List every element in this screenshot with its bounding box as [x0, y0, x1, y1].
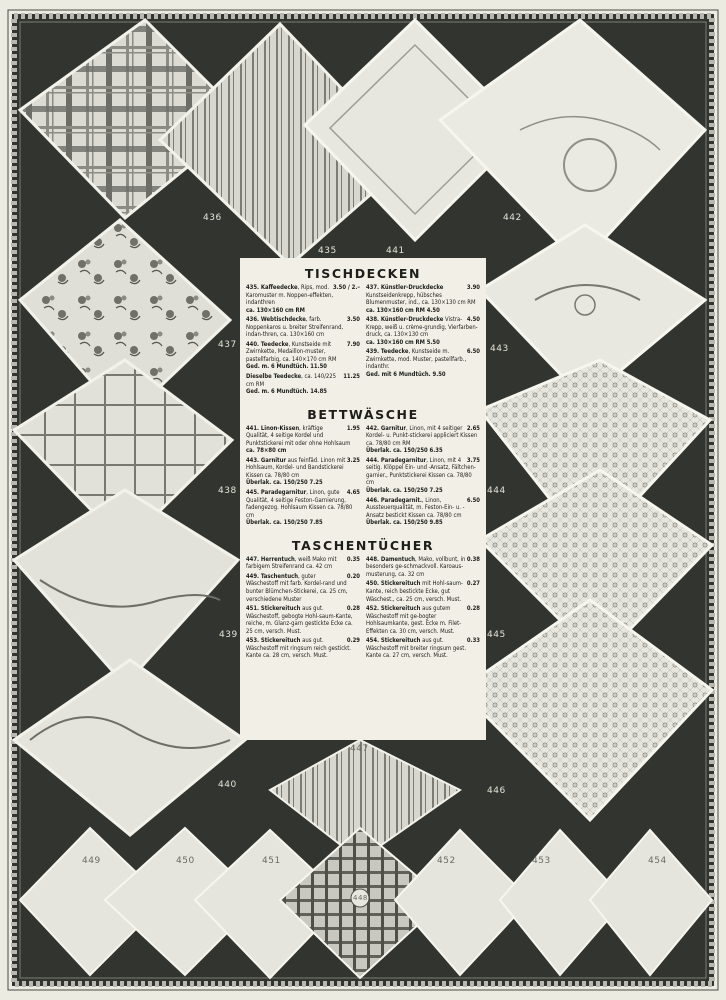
item-number-449: 449 [82, 856, 101, 866]
product-name: 439. Teedecke [366, 349, 409, 356]
product-entry [366, 349, 480, 379]
product-description: , guter Wäschestoff mit farb. Kordel-rand und bunter Blümchen-Stickerei, ca. 25 cm, verschiedene Muster [246, 573, 348, 603]
product-description: , Linon, mit 4 seitiger Kordel- u. Punkt-stickerei appliciert Kissen ca. 78/80 cm RM [366, 425, 478, 447]
product-description: , Linon, Aussteuerqualität, m. Feston-Ein- u. -Ansatz bestickt Kissen ca. 78/80 cm [366, 497, 465, 519]
product-size-price: Ged. mit 6 Mundtüch. 9.50 [366, 372, 446, 379]
product-size-price: ca. 130×160 cm RM [246, 307, 305, 314]
right-column [366, 557, 480, 663]
product-entry [246, 490, 360, 528]
product-price: 7.90 [346, 341, 360, 348]
product-name: 451. Stickereituch [246, 606, 301, 613]
item-number-452: 452 [437, 856, 456, 866]
item-number-443: 443 [490, 344, 509, 354]
product-entry [366, 426, 480, 456]
product-name: 445. Paradegarnitur [246, 490, 307, 497]
product-size-price: Überlak. ca. 150/250 7.85 [246, 520, 323, 527]
section-columns [246, 557, 480, 663]
product-size-price: Ged. m. 6 Mundtüch. 11.50 [246, 364, 327, 371]
product-name: 449. Taschentuch [246, 573, 299, 580]
price-list-panel [240, 258, 486, 740]
item-number-446: 446 [487, 786, 506, 796]
product-entry [366, 317, 480, 347]
product-entry [366, 285, 480, 315]
item-number-444: 444 [487, 486, 506, 496]
product-price: 4.50 [466, 317, 480, 324]
product-entry [246, 574, 360, 604]
item-number-454: 454 [648, 856, 667, 866]
product-description: aus gut. Wäschestoff mit breiter ringsum gest. Kante ca. 27 cm, versch. Must. [366, 638, 467, 660]
product-price: 11.25 [343, 374, 360, 381]
product-name: 443. Garnitur [246, 457, 286, 464]
item-number-440: 440 [218, 780, 237, 790]
product-description: Vistra-Krepp, weiß u. crème-grundig, Vierfarben-druck, ca. 130×130 cm [366, 317, 478, 339]
product-description: aus feinfäd. Linon mit Hohlsaum, Kordel- und Bandstickerei Kissen ca. 78/80 cm [246, 457, 346, 479]
section-columns [246, 285, 480, 399]
left-column [246, 285, 360, 399]
left-column [246, 557, 360, 663]
product-name: 444. Paradegarnitur [366, 457, 427, 464]
right-column [366, 426, 480, 530]
product-price: 3.50 [346, 317, 360, 324]
product-price: 2.65 [466, 425, 480, 432]
section-columns [246, 426, 480, 530]
product-description: aus gut. Wäschestoff, gebogte Hohl-saum-Kante, reiche, m. Glanz-garn gestickte Ecke ca. 25 cm, versch. Must. [246, 606, 353, 635]
product-description: mit Hohl-saum-Kante, reich bestickte Ecke, gut Wäschest., ca. 25 cm, versch. Must. [366, 581, 463, 603]
product-name: 440. Teedecke [246, 341, 289, 348]
product-price: 3.90 [466, 285, 480, 291]
section-title: BETTWÄSCHE [307, 406, 419, 422]
product-name: 437. Künstler-Druckdecke [366, 285, 444, 291]
item-number-438: 438 [218, 486, 237, 496]
item-number-442: 442 [503, 213, 522, 223]
item-number-453: 453 [532, 856, 551, 866]
product-price: 3.50 / 2.– [332, 285, 360, 291]
product-name: 453. Stickereituch [246, 638, 301, 645]
item-number-445: 445 [487, 630, 506, 640]
product-description: , farb. Noppenkaros u. breiter Streifenrand, indan-thren, ca. 130×160 cm [246, 317, 344, 339]
item-number-439: 439 [219, 630, 238, 640]
item-number-451: 451 [262, 856, 281, 866]
product-entry [366, 498, 480, 528]
product-name: 435. Kaffeedecke [246, 285, 298, 291]
item-number-448: 448 [353, 894, 368, 902]
product-size-price: Überlak. ca. 150/250 7.25 [246, 480, 323, 487]
product-name: 450. Stickereituch [366, 581, 421, 588]
product-name: 441. Linon-Kissen [246, 425, 300, 432]
product-size-price: ca. 130×160 cm RM 4.50 [366, 307, 440, 314]
product-description: , Rips, mod. Karomuster m. Noppen-effekten, indanthren [246, 285, 334, 307]
product-price: 3.25 [346, 457, 360, 464]
product-entry [246, 557, 360, 572]
product-size-price: ca. 130×160 cm RM 5.50 [366, 339, 440, 346]
left-column [246, 426, 360, 530]
product-size-price: Überlak. ca. 150/250 7.25 [366, 488, 443, 495]
item-number-447: 447 [350, 744, 369, 754]
product-description: , Mako, vollbunt, in besonders ge-schmackvoll. Karoaus-musterung, ca. 32 cm [366, 556, 466, 578]
product-description: , Kunstseide m. Zwirnkette, mod. Muster, pastellfarb., indanthr. [366, 349, 467, 371]
product-entry [246, 374, 360, 397]
section-title: TASCHENTÜCHER [291, 537, 435, 553]
product-price: 0.27 [466, 581, 480, 588]
product-description: , Linon, gute Qualität, 4 seitige Feston-Garnierung, fadengezog. Hohlsaum Kissen ca. 78/80 cm [246, 490, 353, 519]
product-entry [246, 342, 360, 372]
product-name: 436. Webtischdecke [246, 317, 306, 324]
product-entry [246, 426, 360, 456]
product-description: , Kunstseide mit Zwirnkette, Medaillon-muster, pastellfarbig, ca. 140×170 cm RM [246, 341, 337, 363]
product-entry [366, 638, 480, 661]
product-description: , Linon, mit 4 seitig. Klöppel Ein- und -Ansatz, Fältchen-garnier., Punktstickerei Kissen ca. 78/80 cm [366, 457, 476, 487]
product-name: 447. Herrentuch [246, 556, 295, 563]
product-entry [366, 606, 480, 636]
product-description: aus gutem Wäschestoff mit ge-bogter Hohlsaumkante, gest. Ecke m. Filet-Effekten ca. 30 cm, versch. Must. [366, 606, 462, 635]
product-size-price: Überlak. ca. 150/250 6.35 [366, 448, 443, 455]
product-name: 446. Paradegarnit. [366, 497, 422, 504]
product-price: 1.95 [346, 425, 360, 432]
product-description: , kräftige Qualität, 4 seitige Kordel und Punktstickerei mit oder ohne Hohlsaum [246, 425, 351, 447]
product-description: Kunstseidenkrepp, hübsches Blumenmuster, ind., ca. 130×130 cm RM [366, 292, 476, 307]
product-entry [366, 581, 480, 604]
product-name: Dieselbe Teedecke [246, 374, 302, 381]
product-size-price: Überlak. ca. 150/250 9.85 [366, 520, 443, 527]
product-size-price: ca. 78×80 cm [246, 448, 287, 455]
product-price: 4.65 [346, 490, 360, 497]
item-number-437: 437 [218, 340, 237, 350]
product-price: 0.33 [466, 638, 480, 645]
product-name: 448. Damentuch [366, 556, 416, 563]
product-entry [246, 638, 360, 661]
product-price: 0.38 [466, 556, 480, 563]
product-size-price: Ged. m. 6 Mundtüch. 14.85 [246, 389, 327, 396]
product-description: aus gut. Wäschestoff mit ringsum reich gestickt. Kante ca. 28 cm, versch. Must. [246, 638, 351, 660]
product-description: , weiß Mako mit farbigem Streifenrand ca. 42 cm [246, 556, 337, 571]
product-price: 6.50 [466, 497, 480, 504]
product-price: 3.75 [466, 457, 480, 464]
product-name: 442. Garnitur [366, 425, 406, 432]
product-entry [246, 285, 360, 315]
product-name: 438. Künstler-Druckdecke [366, 317, 444, 324]
product-name: 454. Stickereituch [366, 638, 421, 645]
item-number-441: 441 [386, 246, 405, 256]
product-price: 6.50 [466, 349, 480, 356]
product-entry [246, 606, 360, 636]
product-entry [246, 317, 360, 340]
product-price: 0.28 [346, 606, 360, 613]
product-price: 0.35 [346, 556, 360, 563]
product-name: 452. Stickereituch [366, 606, 421, 613]
item-number-435: 435 [318, 246, 337, 256]
product-price: 0.29 [346, 638, 360, 645]
item-number-450: 450 [176, 856, 195, 866]
product-price: 0.20 [346, 573, 360, 580]
product-price: 0.28 [466, 606, 480, 613]
product-entry [366, 557, 480, 580]
item-number-436: 436 [203, 213, 222, 223]
product-entry [246, 458, 360, 488]
right-column [366, 285, 480, 399]
section-title: TISCHDECKEN [304, 266, 422, 281]
product-description: , ca. 140/225 cm RM [246, 374, 337, 388]
product-entry [366, 458, 480, 496]
